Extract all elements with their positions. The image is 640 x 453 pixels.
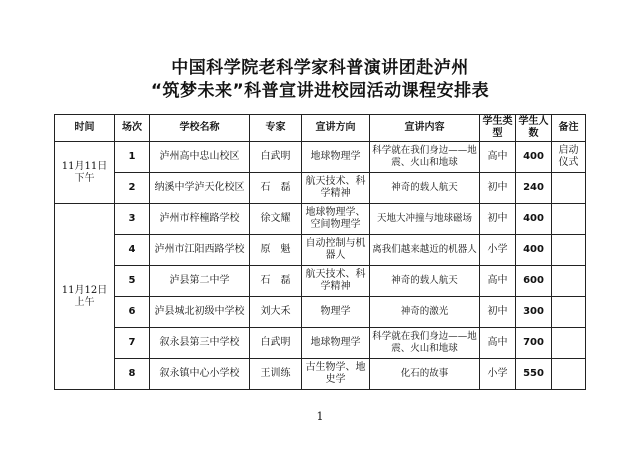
school-cell: 纳溪中学泸天化校区 xyxy=(150,173,250,204)
count-cell: 600 xyxy=(516,266,552,297)
time-cell: 11月12日上午 xyxy=(55,204,115,390)
table-row xyxy=(55,142,586,173)
session-cell: 1 xyxy=(115,142,150,173)
header-student-type: 学生类型 xyxy=(480,115,516,142)
direction-cell: 物理学 xyxy=(302,297,370,328)
school-cell: 泸州市江阳西路学校 xyxy=(150,235,250,266)
content-cell: 神奇的载人航天 xyxy=(370,173,480,204)
table-row xyxy=(55,173,586,204)
school-cell: 叙永镇中心小学校 xyxy=(150,359,250,390)
school-cell: 泸州市梓橦路学校 xyxy=(150,204,250,235)
schedule-table xyxy=(54,114,586,390)
table-row xyxy=(55,297,586,328)
page-number: 1 xyxy=(316,410,324,423)
count-cell: 400 xyxy=(516,204,552,235)
document-title-line2: “筑梦未来”科普宣讲进校园活动课程安排表 xyxy=(150,81,490,101)
direction-cell: 地球物理学 xyxy=(302,328,370,359)
count-cell: 400 xyxy=(516,142,552,173)
table-row xyxy=(55,204,586,235)
table-row xyxy=(55,328,586,359)
header-note: 备注 xyxy=(552,115,586,142)
note-cell xyxy=(552,204,586,235)
direction-cell: 古生物学、地史学 xyxy=(302,359,370,390)
session-cell: 8 xyxy=(115,359,150,390)
header-direction: 宣讲方向 xyxy=(302,115,370,142)
table-row xyxy=(55,266,586,297)
expert-cell: 石 磊 xyxy=(250,173,302,204)
note-cell xyxy=(552,266,586,297)
school-cell: 泸州高中忠山校区 xyxy=(150,142,250,173)
content-cell: 离我们越来越近的机器人 xyxy=(370,235,480,266)
session-cell: 3 xyxy=(115,204,150,235)
count-cell: 300 xyxy=(516,297,552,328)
count-cell: 550 xyxy=(516,359,552,390)
content-cell: 科学就在我们身边——地震、火山和地球 xyxy=(370,142,480,173)
expert-cell: 白武明 xyxy=(250,142,302,173)
session-cell: 5 xyxy=(115,266,150,297)
expert-cell: 徐文耀 xyxy=(250,204,302,235)
note-cell xyxy=(552,173,586,204)
header-school: 学校名称 xyxy=(150,115,250,142)
time-cell: 11月11日下午 xyxy=(55,142,115,204)
direction-cell: 地球物理学、空间物理学 xyxy=(302,204,370,235)
count-cell: 700 xyxy=(516,328,552,359)
document-title-line1: 中国科学院老科学家科普演讲团赴泸州 xyxy=(171,58,469,78)
table-row xyxy=(55,359,586,390)
expert-cell: 石 磊 xyxy=(250,266,302,297)
header-session: 场次 xyxy=(115,115,150,142)
session-cell: 4 xyxy=(115,235,150,266)
content-cell: 化石的故事 xyxy=(370,359,480,390)
session-cell: 2 xyxy=(115,173,150,204)
count-cell: 400 xyxy=(516,235,552,266)
type-cell: 初中 xyxy=(480,204,516,235)
session-cell: 6 xyxy=(115,297,150,328)
note-cell: 启动仪式 xyxy=(552,142,586,173)
expert-cell: 刘大禾 xyxy=(250,297,302,328)
header-student-count: 学生人数 xyxy=(516,115,552,142)
school-cell: 叙永县第三中学校 xyxy=(150,328,250,359)
direction-cell: 航天技术、科学精神 xyxy=(302,173,370,204)
header-row xyxy=(55,115,586,142)
table-row xyxy=(55,235,586,266)
expert-cell: 原 魁 xyxy=(250,235,302,266)
direction-cell: 自动控制与机器人 xyxy=(302,235,370,266)
note-cell xyxy=(552,235,586,266)
content-cell: 天地大冲撞与地球磁场 xyxy=(370,204,480,235)
direction-cell: 地球物理学 xyxy=(302,142,370,173)
content-cell: 神奇的激光 xyxy=(370,297,480,328)
session-cell: 7 xyxy=(115,328,150,359)
type-cell: 高中 xyxy=(480,142,516,173)
school-cell: 泸县城北初级中学校 xyxy=(150,297,250,328)
note-cell xyxy=(552,297,586,328)
direction-cell: 航天技术、科学精神 xyxy=(302,266,370,297)
header-content: 宣讲内容 xyxy=(370,115,480,142)
note-cell xyxy=(552,328,586,359)
content-cell: 神奇的载人航天 xyxy=(370,266,480,297)
note-cell xyxy=(552,359,586,390)
content-cell: 科学就在我们身边——地震、火山和地球 xyxy=(370,328,480,359)
type-cell: 高中 xyxy=(480,266,516,297)
type-cell: 小学 xyxy=(480,359,516,390)
expert-cell: 白武明 xyxy=(250,328,302,359)
type-cell: 小学 xyxy=(480,235,516,266)
type-cell: 高中 xyxy=(480,328,516,359)
header-expert: 专家 xyxy=(250,115,302,142)
school-cell: 泸县第二中学 xyxy=(150,266,250,297)
expert-cell: 王训练 xyxy=(250,359,302,390)
count-cell: 240 xyxy=(516,173,552,204)
type-cell: 初中 xyxy=(480,173,516,204)
header-time: 时间 xyxy=(55,115,115,142)
type-cell: 初中 xyxy=(480,297,516,328)
